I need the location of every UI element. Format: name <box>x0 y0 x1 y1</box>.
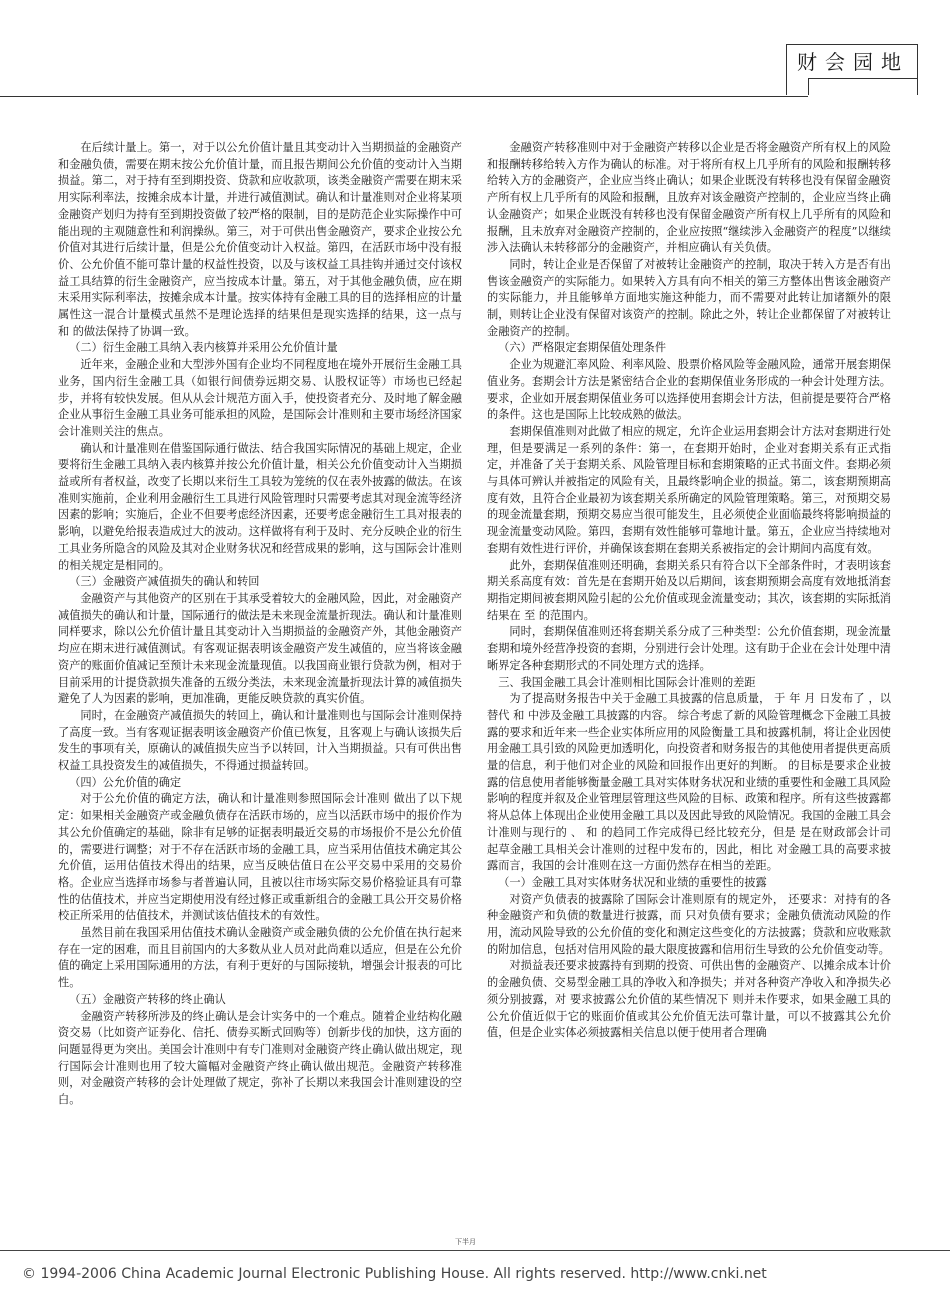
body-paragraph: 同时，套期保值准则还将套期关系分成了三种类型：公允价值套期，现金流量套期和境外经营净投资的套期，分别进行会计处理。这有助于企业在会计处理中清晰界定各种套期形式的不同处理方式的选择。 <box>487 625 891 672</box>
copyright-notice: © 1994-2006 China Academic Journal Electronic Publishing House. All rights reserved. http://www.cnki.net <box>22 1266 767 1282</box>
body-paragraph: 金融资产转移所涉及的终止确认是会计实务中的一个难点。随着企业结构化融资交易（比如资产证券化、信托、债券买断式回购等）创新步伐的加快，这方面的问题显得更为突出。美国会计准则中有专门准则对金融资产终止确认做出规定，现行国际会计准则也用了较大篇幅对金融资产终止确认做出规范。金融资产转移准则，对金融资产转移的会计处理做了规定，弥补了长期以来我国会计准则建设的空白。 <box>58 1009 462 1107</box>
section-title-char: 园 <box>853 50 879 74</box>
body-paragraph: 企业为规避汇率风险、利率风险、股票价格风险等金融风险，通常开展套期保值业务。套期会计方法是紧密结合企业的套期保值业务形成的一种会计处理方法。 要求，企业如开展套期保值业务可以选择使用套期会计方法，但前提是要符合严格的条件。这也是国际上比较成熟的做法。 <box>487 358 891 422</box>
section-title <box>792 47 912 77</box>
section-heading: （一）金融工具对实体财务状况和业绩的重要性的披露 <box>498 875 767 889</box>
body-paragraph: 金融资产转移准则中对于金融资产转移以企业是否将金融资产所有权上的风险和报酬转移给转入方作为确认的标准。对于将所有权上几乎所有的风险和报酬转移给转入方的金融资产，企业应当终止确认；如果企业既没有转移也没有保留金融资产所有权上几乎所有的风险和报酬，且放弃对该金融资产控制的，企业应当终止确认金融资产；如果企业既没有转移也没有保留金融资产所有权上几乎所有的风险和报酬，且未放弃对金融资产控制的，企业应按照“继续涉入金融资产的程度”以继续涉入法确认未转移部分的金融资产，并相应确认有关负债。 <box>487 141 891 255</box>
body-paragraph: 在后续计量上。第一，对于以公允价值计量且其变动计入当期损益的金融资产和金融负债，需要在期末按公允价值计量，而且报告期间公允价值的变动计入当期损益。第二，对于持有至到期投资、贷款和应收款项，该类金融资产需要在期末采用实际利率法，按摊余成本计量，并进行减值测试。确认和计量准则对企业将某项金融资产划归为持有至到期投资做了较严格的限制，目的是防范企业实际操作中可能出现的主观随意性和利润操纵。第三，对于可供出售金融资产，要求企业按公允价值对其进行后续计量，但是公允价值变动计入权益。第四，在活跃市场中没有报价、公允价值不能可靠计量的权益性投资，以及与该权益工具挂钩并通过交付该权益工具结算的衍生金融资产，应当按成本计量。第五，对于其他金融负债，应在期末采用实际利率法，按摊余成本计量。按实体持有金融工具的目的选择相应的计量属性这一混合计量模式虽然不是理论选择的结果但是现实选择的结果，这一点与 和 的做法保持了协调一致。 <box>58 141 462 338</box>
header-rule <box>0 96 808 97</box>
body-paragraph: 同时，在金融资产减值损失的转回上，确认和计量准则也与国际会计准则保持了高度一致。当有客观证据表明该金融资产价值已恢复，且客观上与确认该损失后发生的事项有关，原确认的减值损失应当予以转回，计入当期损益。只有可供出售权益工具投资发生的减值损失，不得通过损益转回。 <box>58 708 462 773</box>
body-paragraph: 此外，套期保值准则还明确，套期关系只有符合以下全部条件时，才表明该套期关系高度有效：首先是在套期开始及以后期间，该套期预期会高度有效地抵消套期指定期间被套期风险引起的公允价值或现金流量变动；其次，该套期的实际抵消结果在 至 的范围内。 <box>487 558 891 622</box>
right-text-column <box>487 140 891 1232</box>
section-title-char: 财 <box>797 50 823 74</box>
body-paragraph: 确认和计量准则在借鉴国际通行做法、结合我国实际情况的基础上规定，企业要将衍生金融工具纳入表内核算并按公允价值计量，相关公允价值变动计入当期损益或所有者权益，改变了长期以来衍生工具较为笼统的仅在表外披露的做法。在该准则实施前，企业利用金融衍生工具进行风险管理时只需要考虑其对现金流等经济因素的影响；实施后，企业不但要考虑经济因素，还要考虑金融衍生工具对报表的影响，以避免给报表造成过大的波动。这样做将有利于及时、充分反映企业的衍生工具业务所隐含的风险及其对企业财务状况和经营成果的影响，这与国际会计准则的相关规定是相同的。 <box>58 441 462 572</box>
body-paragraph: 同时，转让企业是否保留了对被转让金融资产的控制，取决于转入方是否有出售该金融资产的实际能力。如果转入方具有向不相关的第三方整体出售该金融资产的实际能力，并且能够单方面地实施这种能力，而不需要对此转让加诸额外的限制，则转让企业没有保留对该资产的控制。除此之外，转让企业都保留了对被转让金融资产的控制。 <box>487 257 891 338</box>
body-paragraph: 金融资产与其他资产的区别在于其承受着较大的金融风险，因此，对金融资产减值损失的确认和计量，国际通行的做法是未来现金流量折现法。确认和计量准则同样要求，除以公允价值计量且其变动计入当期损益的金融资产外，其他金融资产均应在期末进行减值测试。有客观证据表明该金融资产发生减值的，应当将该金融资产的账面价值减记至预计未来现金流量现值。以我国商业银行贷款为例，相对于目前采用的计提贷款损失准备的五级分类法，未来现金流量折现法计算的减值损失避免了人为因素的影响，更加准确，更能反映贷款的真实价值。 <box>58 591 462 706</box>
section-heading: （三）金融资产减值损失的确认和转回 <box>69 575 260 589</box>
section-header-decoration <box>808 78 917 95</box>
body-paragraph: 对损益表还要求披露持有到期的投资、可供出售的金融资产、以摊余成本计价的金融负债、交易型金融工具的净收入和净损失；并对各种资产净收入和净损失必须分别披露，对 要求披露公允价值的某些情况下 则并未作要求，如果金融工具的公允价值近似于它的账面价值或其公允价值无法可靠计量，可以不披露其公允价值，但是企业实体必须披露相关信息以便于使用者合理确 <box>487 959 891 1040</box>
body-paragraph: 为了提高财务报告中关于金融工具披露的信息质量， 于 年 月 日发布了 ，以替代 和 中涉及金融工具披露的内容。 综合考虑了新的风险管理概念下金融工具披露的要求和近年来一些企业实体所应用的风险衡量工具和披露机制，将让企业因使用金融工具引致的风险更加透明化，向投资者和财务报告的其他使用者提供更高质量的信息，利于他们对企业的风险和回报作出更好的判断。 的目标是要求企业披露的信息使用者能够衡量金融工具对实体财务状况和业绩的重要性和金融工具风险影响的程度并叙及企业管理层管理这些风险的目标、政策和程序。所有这些披露都将从总体上体现出企业使用金融工具以及因此导致的风险情况。我国的金融工具会计准则与现行的 、 和 的趋同工作完成得已经比较充分，但是 是在财政部会计司起草金融工具相关会计准则的过程中发布的，因此，相比 对金融工具的高要求披露而言，我国的会计准则在这一方面仍然存在相当的差距。 <box>487 692 891 873</box>
body-paragraph: 对于公允价值的确定方法，确认和计量准则参照国际会计准则 做出了以下规定：如果相关金融资产或金融负债存在活跃市场的，应当以活跃市场中的报价作为其公允价值确定的基础，除非有足够的证据表明最近交易的市场报价不是公允价值的，需要进行调整；对于不存在活跃市场的金融工具，应当采用估值技术确定其公允价值，运用估值技术得出的结果，应当反映估值日在公平交易中采用的交易价格。企业应当选择市场参与者普遍认同，且被以往市场实际交易价格验证具有可靠性的估值技术，并应当定期使用没有经过修正或重新组合的金融工具公开交易价格校正所采用的估值技术，并测试该估值技术的有效性。 <box>58 792 462 923</box>
body-paragraph: 虽然目前在我国采用估值技术确认金融资产或金融负债的公允价值在执行起来存在一定的困难，而且目前国内的大多数从业人员对此尚难以适应，但是在公允价值的确定上采用国际通用的方法，有利于更好的与国际接轨，增强会计报表的可比性。 <box>58 926 462 990</box>
section-heading: （二）衍生金融工具纳入表内核算并采用公允价值计量 <box>69 341 338 355</box>
section-title-char: 地 <box>881 50 907 74</box>
section-heading: （五）金融资产转移的终止确认 <box>69 992 226 1006</box>
body-paragraph: 对资产负债表的披露除了国际会计准则原有的规定外， 还要求：对持有的各种金融资产和负债的数量进行披露，而 只对负债有要求；金融负债流动风险的作用，流动风险导致的公允价值的变化和测定这些变化的方法披露；贷款和应收账款的附加信息，包括对信用风险的最大限度披露和信用衍生导致的公允价值变动等。 <box>487 892 891 956</box>
left-text-column <box>58 140 462 1232</box>
section-heading: （四）公允价值的确定 <box>69 775 182 789</box>
section-heading: 三、我国金融工具会计准则相比国际会计准则的差距 <box>498 675 756 689</box>
body-paragraph: 近年来，金融企业和大型涉外国有企业均不同程度地在境外开展衍生金融工具业务，国内衍生金融工具（如银行间债券远期交易、认股权证等）市场也已经起步，并将有较快发展。但从从会计规范方面入手，使投资者充分、及时地了解金融企业从事衍生金融工具业务可能承担的风险，是国际会计准则和主要市场经济国家会计准则关注的焦点。 <box>58 358 462 438</box>
section-heading: （六）严格限定套期保值处理条件 <box>498 341 667 355</box>
page-footer-mark: 下半月 <box>455 1238 476 1246</box>
body-paragraph: 套期保值准则对此做了相应的规定，允许企业运用套期会计方法对套期进行处理，但是要满足一系列的条件：第一，在套期开始时，企业对套期关系有正式指定，并准备了关于套期关系、风险管理目标和套期策略的正式书面文件。套期必须与具体可辨认并被指定的风险有关，且最终影响企业的损益。第二，该套期预期高度有效，且符合企业最初为该套期关系所确定的风险管理策略。第三，对预期交易的现金流量套期，预期交易应当很可能发生，且必须使企业面临最终将影响损益的现金流量变动风险。第四，套期有效性能够可靠地计量。第五，企业应当持续地对套期有效性进行评价，并确保该套期在套期关系被指定的会计期间内高度有效。 <box>487 424 891 555</box>
footer-rule <box>0 1250 950 1251</box>
section-title-char: 会 <box>825 50 851 74</box>
